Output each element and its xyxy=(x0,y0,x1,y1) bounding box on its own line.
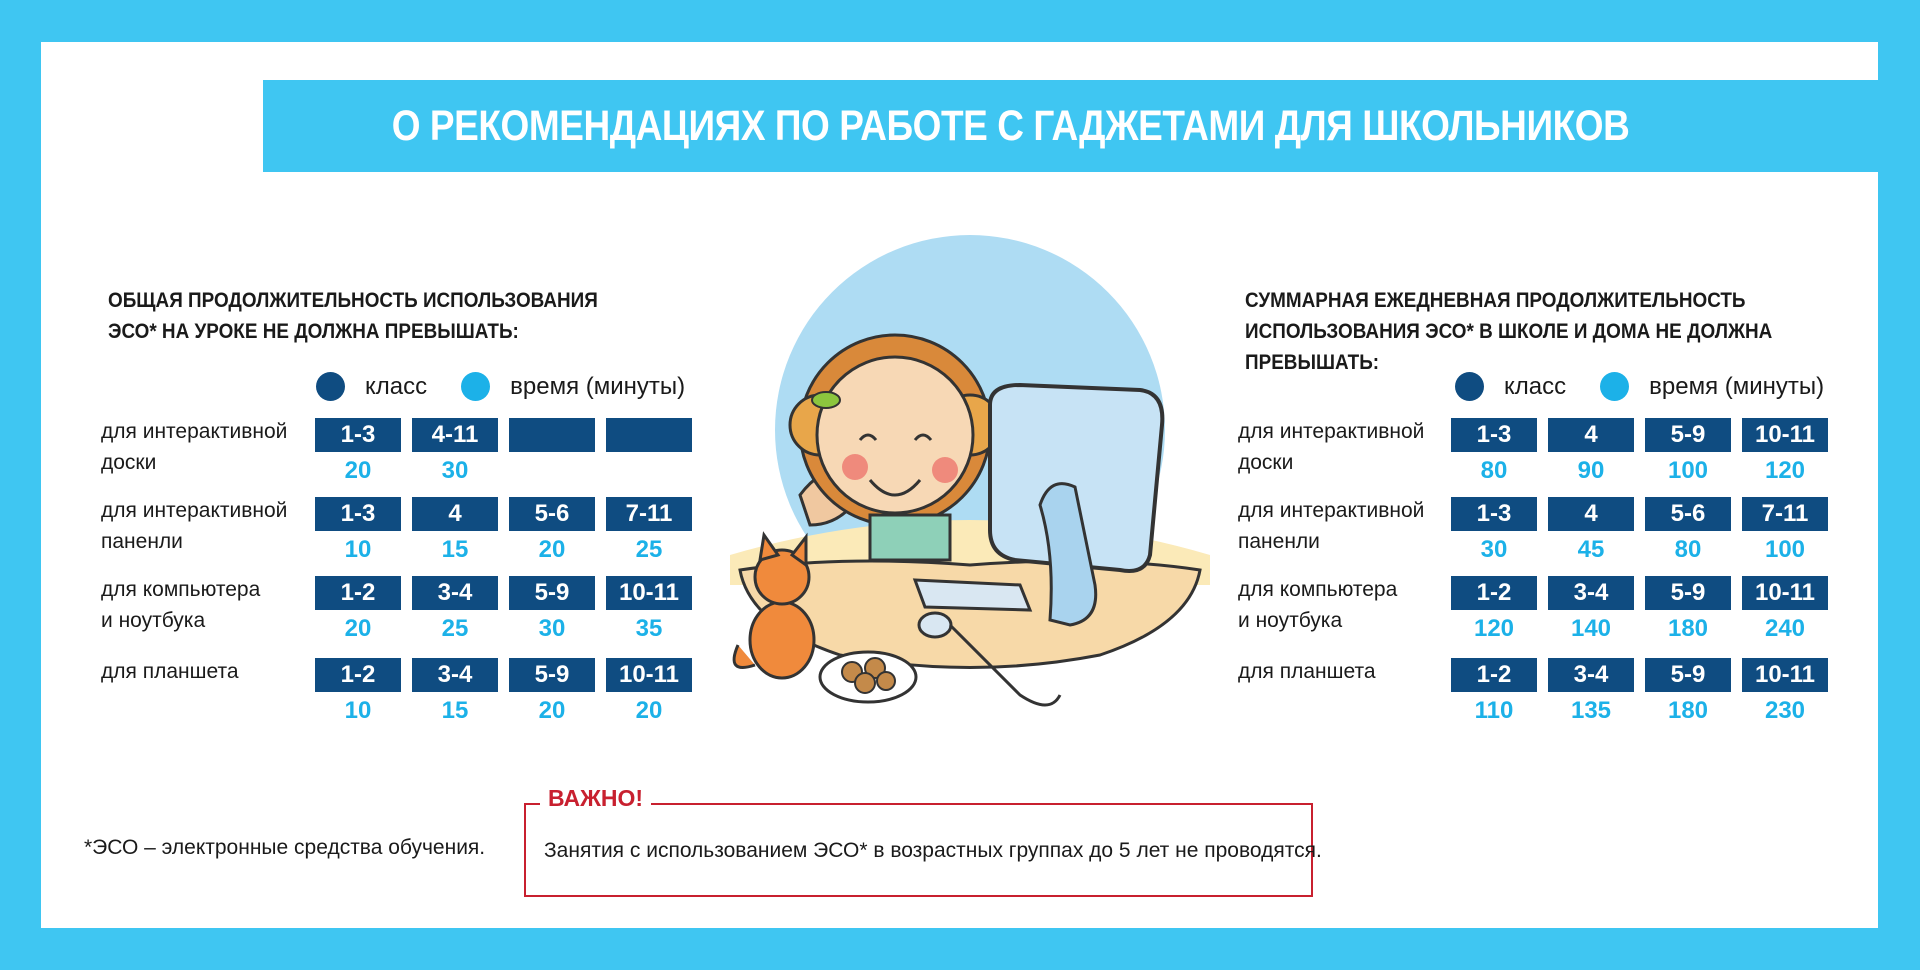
class-cell: 4 xyxy=(1548,418,1634,452)
time-value: 120 xyxy=(1764,457,1806,484)
class-dot-icon xyxy=(1455,372,1484,401)
class-cell xyxy=(606,418,692,452)
time-value: 140 xyxy=(1570,615,1612,642)
time-value: 100 xyxy=(1764,536,1806,563)
class-cell: 4-11 xyxy=(412,418,498,452)
class-cell: 1-2 xyxy=(1451,658,1537,692)
class-cell: 3-4 xyxy=(1548,658,1634,692)
time-value: 15 xyxy=(441,697,469,724)
time-value: 20 xyxy=(344,457,372,484)
right-legend xyxy=(1455,372,1824,401)
row-label-line2: и ноутбука xyxy=(1238,609,1343,632)
time-value: 10 xyxy=(344,536,372,563)
time-value: 20 xyxy=(344,615,372,642)
class-cell: 7-11 xyxy=(606,497,692,531)
legend-time-label: время (минуты) xyxy=(1649,372,1825,400)
class-cell: 5-6 xyxy=(509,497,595,531)
time-value: 80 xyxy=(1480,457,1508,484)
legend-class-label: класс xyxy=(1504,372,1567,400)
row-label xyxy=(101,416,287,478)
row-label xyxy=(101,574,260,636)
class-cell: 3-4 xyxy=(412,576,498,610)
right-heading-line1: СУММАРНАЯ ЕЖЕДНЕВНАЯ ПРОДОЛЖИТЕЛЬНОСТЬ xyxy=(1245,289,1746,312)
time-value: 30 xyxy=(538,615,566,642)
class-cell: 5-9 xyxy=(1645,418,1731,452)
row-label-line2: и ноутбука xyxy=(101,609,206,632)
row-label xyxy=(1238,416,1424,478)
time-value: 15 xyxy=(441,536,469,563)
class-cell: 4 xyxy=(412,497,498,531)
class-cell: 5-9 xyxy=(509,576,595,610)
class-cell: 3-4 xyxy=(1548,576,1634,610)
class-cell: 1-2 xyxy=(315,576,401,610)
title-banner xyxy=(263,80,1878,172)
class-cell: 1-3 xyxy=(1451,418,1537,452)
row-label xyxy=(1238,574,1397,636)
important-box xyxy=(524,785,1322,897)
time-value: 20 xyxy=(538,536,566,563)
time-value: 80 xyxy=(1674,536,1702,563)
class-cell: 1-3 xyxy=(315,418,401,452)
left-heading-line1: ОБЩАЯ ПРОДОЛЖИТЕЛЬНОСТЬ ИСПОЛЬЗОВАНИЯ xyxy=(108,289,598,312)
time-value: 100 xyxy=(1667,457,1709,484)
class-cell: 10-11 xyxy=(606,658,692,692)
left-heading-line2: ЭСО* НА УРОКЕ НЕ ДОЛЖНА ПРЕВЫШАТЬ: xyxy=(108,320,519,343)
legend-time-label: время (минуты) xyxy=(510,372,686,400)
time-dot-icon xyxy=(1600,372,1629,401)
important-text: Занятия с использованием ЭСО* в возрастных группах до 5 лет не проводятся. xyxy=(544,839,1322,862)
legend-class-label: класс xyxy=(365,372,428,400)
time-value: 120 xyxy=(1473,615,1515,642)
row-label xyxy=(101,656,239,687)
row-label-line1: для интерактивной xyxy=(1238,420,1425,443)
time-value: 25 xyxy=(635,536,663,563)
right-panel-heading xyxy=(1245,285,1772,378)
row-label xyxy=(101,495,287,557)
class-cell: 10-11 xyxy=(1742,576,1828,610)
page-title: О РЕКОМЕНДАЦИЯХ ПО РАБОТЕ С ГАДЖЕТАМИ ДЛЯ ШКОЛЬНИКОВ xyxy=(391,101,1630,150)
class-cell: 5-9 xyxy=(1645,576,1731,610)
time-value: 35 xyxy=(635,615,663,642)
row-label-line1: для компьютера xyxy=(101,578,261,601)
row-label-line1: для планшета xyxy=(1238,660,1376,683)
row-label-line2: паненли xyxy=(101,530,183,553)
child-at-computer-illustration xyxy=(720,225,1220,715)
row-label-line1: для планшета xyxy=(101,660,239,683)
right-heading-line3: ПРЕВЫШАТЬ: xyxy=(1245,351,1380,374)
time-value: 25 xyxy=(441,615,469,642)
row-label-line2: доски xyxy=(1238,451,1294,474)
left-legend xyxy=(316,372,685,401)
row-label-line1: для интерактивной xyxy=(101,420,288,443)
class-cell: 1-2 xyxy=(315,658,401,692)
row-label-line1: для интерактивной xyxy=(101,499,288,522)
left-panel-heading xyxy=(108,285,598,347)
time-value: 20 xyxy=(538,697,566,724)
time-dot-icon xyxy=(461,372,490,401)
time-value xyxy=(606,456,692,486)
class-cell: 7-11 xyxy=(1742,497,1828,531)
time-value: 30 xyxy=(1480,536,1508,563)
time-value xyxy=(509,456,595,486)
time-value: 10 xyxy=(344,697,372,724)
class-dot-icon xyxy=(316,372,345,401)
class-cell: 3-4 xyxy=(412,658,498,692)
time-value: 180 xyxy=(1667,615,1709,642)
footnote: *ЭСО – электронные средства обучения. xyxy=(84,836,486,859)
important-label: ВАЖНО! xyxy=(540,785,651,812)
time-value: 110 xyxy=(1474,697,1514,724)
time-value: 180 xyxy=(1667,697,1709,724)
class-cell: 10-11 xyxy=(606,576,692,610)
row-label xyxy=(1238,495,1424,557)
row-label-line1: для компьютера xyxy=(1238,578,1398,601)
time-value: 135 xyxy=(1570,697,1612,724)
class-cell: 1-3 xyxy=(1451,497,1537,531)
time-value: 20 xyxy=(635,697,663,724)
class-cell: 4 xyxy=(1548,497,1634,531)
class-cell: 10-11 xyxy=(1742,658,1828,692)
class-cell xyxy=(509,418,595,452)
class-cell: 1-2 xyxy=(1451,576,1537,610)
row-label-line2: доски xyxy=(101,451,157,474)
row-label-line1: для интерактивной xyxy=(1238,499,1425,522)
time-value: 30 xyxy=(441,457,469,484)
class-cell: 5-9 xyxy=(1645,658,1731,692)
class-cell: 10-11 xyxy=(1742,418,1828,452)
time-value: 240 xyxy=(1764,615,1806,642)
time-value: 230 xyxy=(1764,697,1806,724)
class-cell: 5-6 xyxy=(1645,497,1731,531)
time-value: 45 xyxy=(1577,536,1605,563)
class-cell: 1-3 xyxy=(315,497,401,531)
time-value: 90 xyxy=(1577,457,1605,484)
row-label xyxy=(1238,656,1376,687)
row-label-line2: паненли xyxy=(1238,530,1320,553)
right-heading-line2: ИСПОЛЬЗОВАНИЯ ЭСО* В ШКОЛЕ И ДОМА НЕ ДОЛЖНА xyxy=(1245,320,1773,343)
class-cell: 5-9 xyxy=(509,658,595,692)
